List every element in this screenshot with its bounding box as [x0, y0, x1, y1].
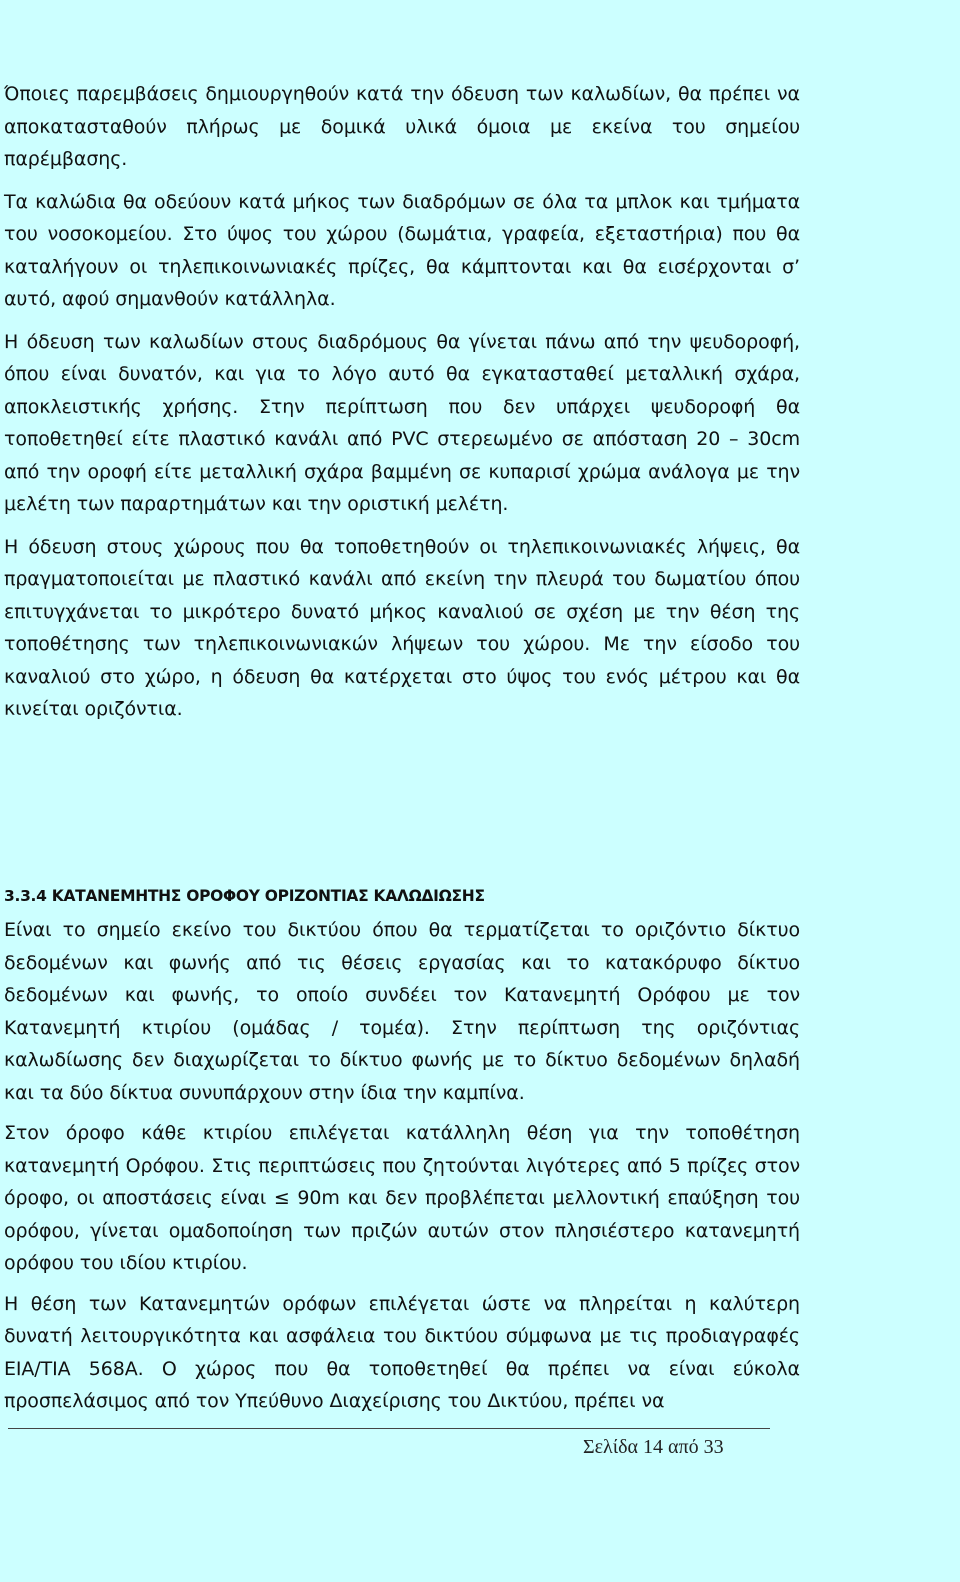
page-number: Σελίδα 14 από 33 — [583, 1436, 724, 1458]
paragraph-room-routing: Η όδευση στους χώρους που θα τοποθετηθούν οι τηλεπικοινωνιακές λήψεις, θα πραγματοποιείται με πλαστικό κανάλι από εκείνη την πλευρά του δωματίου όπου επιτυγχάνεται το μικρότερο δυνατό μήκος καναλιού σε σχέση με την θέση της τοποθέτησης των τηλεπικοινωνιακών λήψεων του χώρου. Με την είσοδο του καναλιού στο χώρο, η όδευση θα κατέρχεται στο ύψος του ενός μέτρου και θα κινείται οριζόντια. — [4, 535, 800, 720]
section-2-body — [4, 914, 800, 1426]
paragraph-restoration: Όποιες παρεμβάσεις δημιουργηθούν κατά την όδευση των καλωδίων, θα πρέπει να αποκατασταθούν πλήρως με δομικά υλικά όμοια με εκείνα του σημείου παρέμβασης. — [4, 83, 800, 170]
footer-divider — [8, 1428, 770, 1429]
paragraph-floor-distributor-location: Στον όροφο κάθε κτιρίου επιλέγεται κατάλληλη θέση για την τοποθέτηση κατανεμητή Ορόφου. Στις περιπτώσεις που ζητούνται λιγότερες από 5 πρίζες στον όροφο, οι αποστάσεις είναι ≤ 90m και δεν προβλέπεται μελλοντική επαύξηση του ορόφου, γίνεται ομαδοποίηση των πριζών αυτών στον πλησιέστερο κατανεμητή ορόφου του ιδίου κτιρίου. — [4, 1122, 800, 1274]
paragraph-corridor-routing: Η όδευση των καλωδίων στους διαδρόμους θα γίνεται πάνω από την ψευδοροφή, όπου είναι δυνατόν, και για το λόγο αυτό θα εγκατασταθεί μεταλλική σχάρα, αποκλειστικής χρήσης. Στην περίπτωση που δεν υπάρχει ψευδοροφή θα τοποθετηθεί είτε πλαστικό κανάλι από PVC στερεωμένο σε απόσταση 20 – 30cm από την οροφή είτε μεταλλική σχάρα βαμμένη σε κυπαρισί χρώμα ανάλογα με την μελέτη των παραρτημάτων και την οριστική μελέτη. — [4, 330, 800, 515]
paragraph-floor-distributor-definition: Είναι το σημείο εκείνο του δικτύου όπου θα τερματίζεται το οριζόντιο δίκτυο δεδομένων και φωνής από τις θέσεις εργασίας και το κατακόρυφο δίκτυο δεδομένων και φωνής, το οποίο συνδέει τον Κατανεμητή Ορόφου με τον Κατανεμητή κτιρίου (ομάδας / τομέα). Στην περίπτωση της οριζόντιας καλωδίωσης δεν διαχωρίζεται το δίκτυο φωνής με το δίκτυο δεδομένων δηλαδή και τα δύο δίκτυα συνυπάρχουν στην ίδια την καμπίνα. — [4, 919, 800, 1104]
section-heading: 3.3.4 ΚΑΤΑΝΕΜΗΤΗΣ ΟΡΟΦΟΥ ΟΡΙΖΟΝΤΙΑΣ ΚΑΛΩΔΙΩΣΗΣ — [4, 887, 485, 905]
paragraph-floor-distributor-position: Η θέση των Κατανεμητών ορόφων επιλέγεται ώστε να πληρείται η καλύτερη δυνατή λειτουργικότητα και ασφάλεια του δικτύου σύμφωνα με τις προδιαγραφές ΕΙΑ/ΤΙΑ 568Α. Ο χώρος που θα τοποθετηθεί θα πρέπει να είναι εύκολα προσπελάσιμος από τον Υπεύθυνο Διαχείρισης του Δικτύου, πρέπει να — [4, 1292, 800, 1412]
paragraph-cable-routing: Τα καλώδια θα οδεύουν κατά μήκος των διαδρόμων σε όλα τα μπλοκ και τμήματα του νοσοκομείου. Στο ύψος του χώρου (δωμάτια, γραφεία, εξεταστήρια) που θα καταλήγουν οι τηλεπικοινωνιακές πρίζες, θα κάμπτονται και θα εισέρχονται σ’ αυτό, αφού σημανθούν κατάλληλα. — [4, 190, 800, 310]
section-1-body — [4, 78, 800, 736]
